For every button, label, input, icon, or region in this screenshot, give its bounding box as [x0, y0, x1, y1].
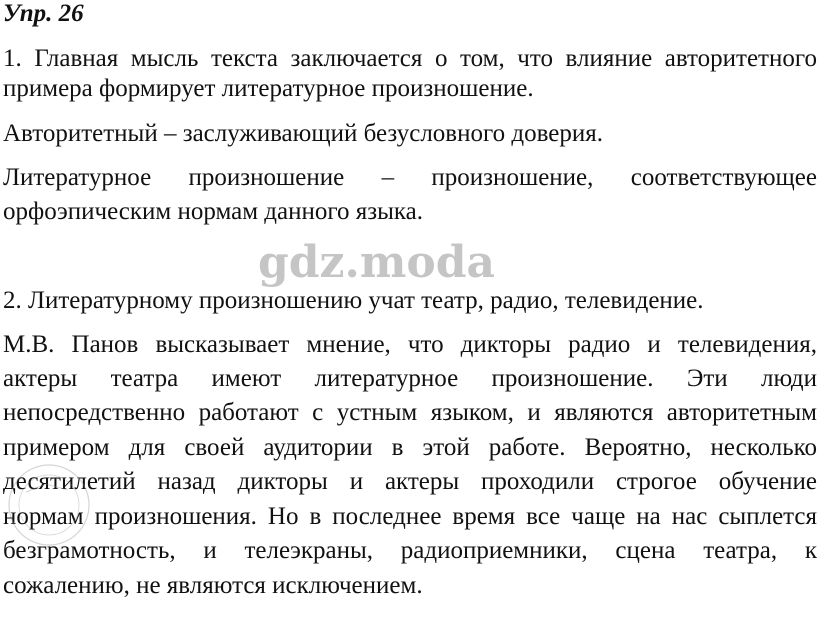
- stamp-watermark-icon: [6, 462, 92, 548]
- text-line-14: сожалению, не являются исключением.: [3, 572, 423, 599]
- text-line-11: десятилетий назад дикторы и актеры проходили строгое обучение: [3, 468, 817, 495]
- text-line-9: непосредственно работают с устным языком, и являются авторитетным: [3, 399, 817, 426]
- text-line-6: 2. Литературному произношению учат театр, радио, телевидение.: [3, 287, 704, 314]
- text-line-1: 1. Главная мысль текста заключается о том, что влияние авторитетного: [3, 45, 817, 72]
- text-line-2: примера формирует литературное произношение.: [3, 75, 534, 102]
- text-line-4: Литературное произношение – произношение, соответствующее: [3, 164, 817, 191]
- text-line-3: Авторитетный – заслуживающий безусловного доверия.: [3, 120, 603, 147]
- text-line-13: безграмотность, и телеэкраны, радиоприемники, сцена театра, к: [3, 537, 817, 564]
- exercise-title: Упр. 26: [3, 0, 84, 27]
- text-line-8: актеры театра имеют литературное произношение. Эти люди: [3, 365, 817, 392]
- text-line-7: М.В. Панов высказывает мнение, что дикторы радио и телевидения,: [3, 331, 817, 358]
- text-line-5: орфоэпическим нормам данного языка.: [3, 198, 424, 225]
- text-line-12: нормам произношения. Но в последнее время все чаще на нас сыплется: [3, 503, 817, 530]
- watermark-logo: gdz.moda: [258, 237, 496, 288]
- text-line-10: примером для своей аудитории в этой работе. Вероятно, несколько: [3, 434, 817, 461]
